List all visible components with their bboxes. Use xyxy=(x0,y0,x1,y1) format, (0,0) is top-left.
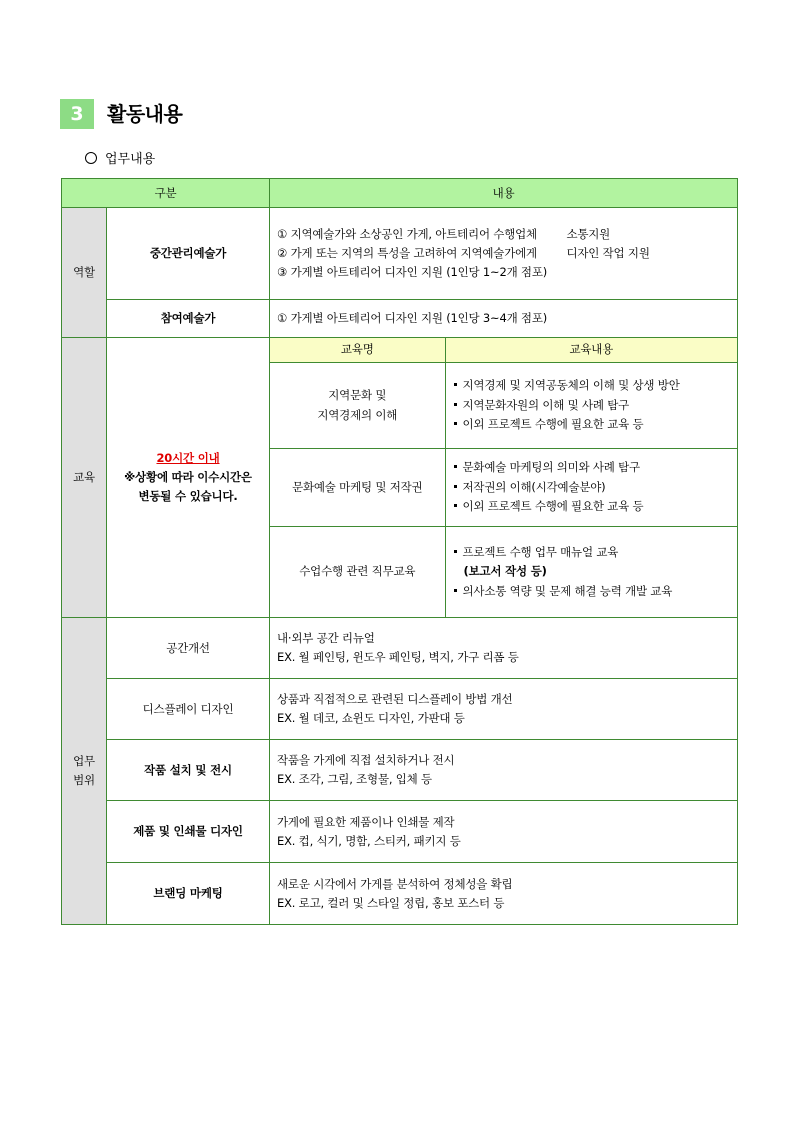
course-name-line: 문화예술 마케팅 및 저작권 xyxy=(292,479,423,494)
course-item: 의사소통 역량 및 문제 해결 능력 개발 교육 xyxy=(454,582,738,602)
course-name xyxy=(270,363,445,449)
course-item: 지역경제 및 지역공동체의 이해 및 상생 방안 xyxy=(454,376,738,396)
course-items xyxy=(445,527,737,617)
course-name xyxy=(270,449,445,527)
education-hours-cell xyxy=(107,338,270,618)
scope-content xyxy=(270,618,738,679)
scope-line: EX. 컵, 식기, 명함, 스티커, 패키지 등 xyxy=(277,833,461,848)
course-items xyxy=(445,363,737,449)
scope-line: EX. 월 데코, 쇼윈도 디자인, 가판대 등 xyxy=(277,711,465,725)
category-roles: 역할 xyxy=(62,208,107,338)
education-col-content: 교육내용 xyxy=(445,338,737,363)
role-line: ① 가게별 아트테리어 디자인 지원 (1인당 3~4개 점포) xyxy=(277,311,548,325)
category-scope-line: 업무 xyxy=(73,754,95,768)
bullet-icon xyxy=(454,422,457,425)
role-line: ① 지역예술가와 소상공인 가게, 아트테리어 수행업체 소통지원 xyxy=(277,227,611,241)
course-item: 프로젝트 수행 업무 매뉴얼 교육 xyxy=(454,543,738,563)
scope-name: 제품 및 인쇄물 디자인 xyxy=(107,801,270,863)
circle-bullet-icon xyxy=(85,152,97,164)
bullet-icon xyxy=(454,589,457,592)
education-note: 변동될 수 있습니다. xyxy=(138,489,238,503)
course-items xyxy=(445,449,737,527)
role-content xyxy=(270,208,738,300)
scope-line: 새로운 시각에서 가게를 분석하여 정체성을 확립 xyxy=(277,876,513,891)
scope-content xyxy=(270,679,738,740)
education-hours: 20시간 이내 xyxy=(156,451,220,465)
category-scope xyxy=(62,618,107,925)
course-name-line: 수업수행 관련 직무교육 xyxy=(299,564,416,578)
scope-line: EX. 조각, 그림, 조형물, 입체 등 xyxy=(277,772,432,786)
scope-name: 디스플레이 디자인 xyxy=(107,679,270,740)
course-name xyxy=(270,527,445,617)
category-scope-line: 범위 xyxy=(73,773,95,787)
role-name: 중간관리예술가 xyxy=(107,208,270,300)
scope-line: 작품을 가게에 직접 설치하거나 전시 xyxy=(277,753,455,767)
education-subtable-cell xyxy=(270,338,738,618)
scope-name: 공간개선 xyxy=(107,618,270,679)
activity-table xyxy=(61,178,738,925)
course-name-line: 지역경제의 이해 xyxy=(317,407,398,422)
category-education: 교육 xyxy=(62,338,107,618)
bullet-icon xyxy=(454,383,457,386)
role-content xyxy=(270,300,738,338)
bullet-icon xyxy=(454,465,457,468)
course-item: (보고서 작성 등) xyxy=(463,564,547,578)
scope-line: EX. 월 페인팅, 윈도우 페인팅, 벽지, 가구 리폼 등 xyxy=(277,650,519,664)
scope-content xyxy=(270,740,738,801)
scope-line: EX. 로고, 컬러 및 스타일 정립, 홍보 포스터 등 xyxy=(277,895,505,910)
scope-content xyxy=(270,801,738,863)
course-item: 이외 프로젝트 수행에 필요한 교육 등 xyxy=(454,415,738,435)
role-name: 참여예술가 xyxy=(107,300,270,338)
scope-line: 내·외부 공간 리뉴얼 xyxy=(277,631,375,645)
header-content: 내용 xyxy=(270,179,738,208)
scope-name: 브랜딩 마케팅 xyxy=(107,863,270,925)
scope-content xyxy=(270,863,738,925)
section-number-badge: 3 xyxy=(60,99,94,129)
role-line: ③ 가게별 아트테리어 디자인 지원 (1인당 1~2개 점포) xyxy=(277,265,548,279)
subheading-text: 업무내용 xyxy=(105,152,156,167)
bullet-icon xyxy=(454,485,457,488)
scope-line: 가게에 필요한 제품이나 인쇄물 제작 xyxy=(277,814,455,829)
scope-line: 상품과 직접적으로 관련된 디스플레이 방법 개선 xyxy=(277,692,513,706)
bullet-icon xyxy=(454,504,457,507)
section-title: 활동내용 xyxy=(107,102,183,126)
course-item: 저작권의 이해(시각예술분야) xyxy=(454,478,738,498)
course-name-line: 지역문화 및 xyxy=(328,388,387,402)
course-item: 지역문화자원의 이해 및 사례 탐구 xyxy=(454,396,738,416)
header-category: 구분 xyxy=(62,179,270,208)
course-item: 이외 프로젝트 수행에 필요한 교육 등 xyxy=(454,497,738,517)
role-line: ② 가게 또는 지역의 특성을 고려하여 지역예술가에게 디자인 작업 지원 xyxy=(277,246,650,260)
education-subtable xyxy=(270,338,737,617)
education-col-name: 교육명 xyxy=(270,338,445,363)
scope-name: 작품 설치 및 전시 xyxy=(107,740,270,801)
course-item: 문화예술 마케팅의 의미와 사례 탐구 xyxy=(454,458,738,478)
bullet-icon xyxy=(454,550,457,553)
subheading xyxy=(85,150,155,170)
bullet-icon xyxy=(454,403,457,406)
education-note: ※상황에 따라 이수시간은 xyxy=(124,470,252,484)
